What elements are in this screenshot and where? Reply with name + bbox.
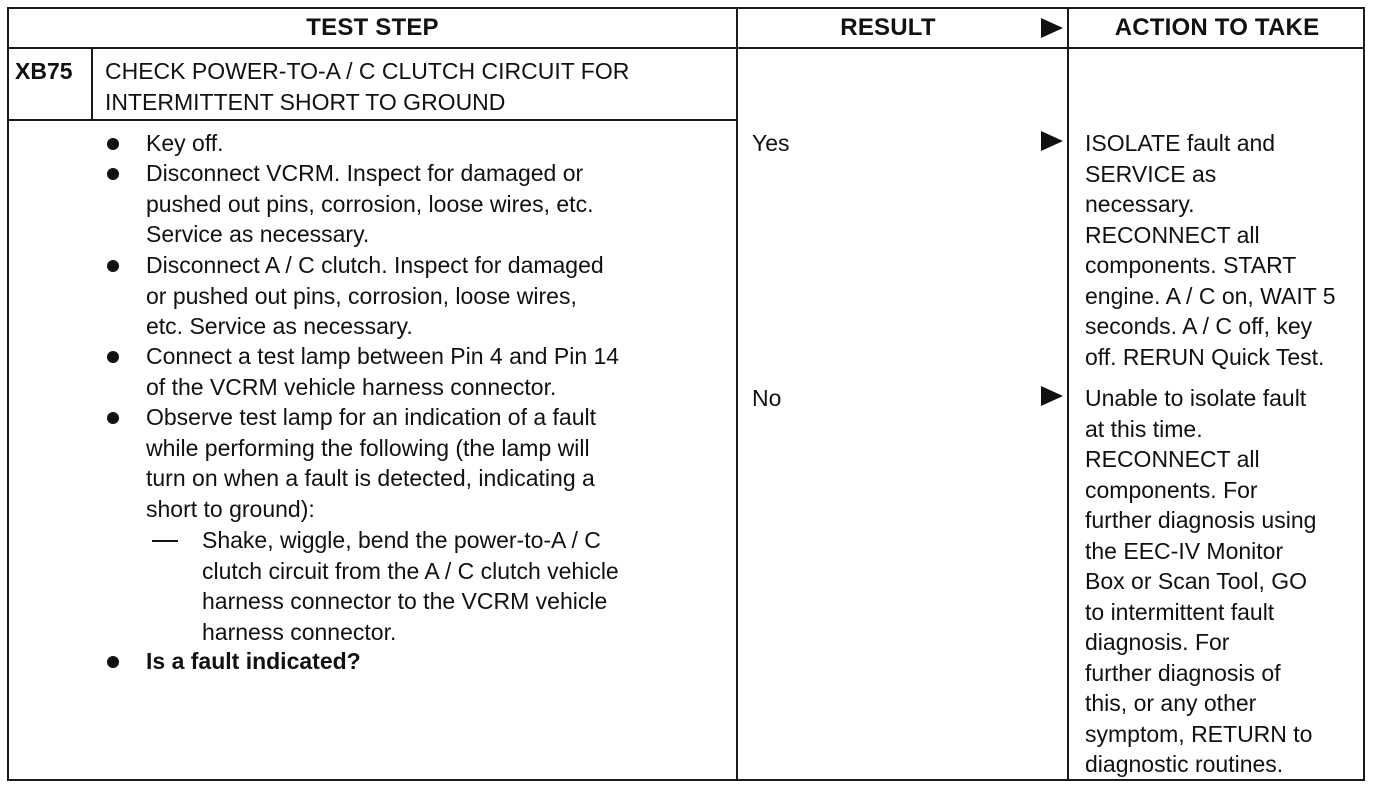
header-divider — [7, 47, 1365, 49]
procedure-sub-item — [202, 525, 619, 647]
procedure-line: turn on when a fault is detected, indicating a — [146, 465, 595, 491]
action-line: SERVICE as — [1085, 160, 1217, 187]
action-line: further diagnosis using — [1085, 507, 1317, 533]
procedure-line: short to ground): — [146, 495, 315, 522]
step-id: XB75 — [15, 58, 73, 84]
result-no-arrow-icon — [1041, 386, 1063, 406]
bullet-icon — [107, 168, 119, 180]
bullet-icon — [107, 351, 119, 363]
dash-icon — [152, 540, 178, 542]
action-line: RECONNECT all — [1085, 221, 1260, 248]
column-divider-result — [1067, 7, 1069, 781]
action-line: diagnosis. For — [1085, 629, 1230, 655]
procedure-line: of the VCRM vehicle harness connector. — [146, 373, 557, 400]
action-line: this, or any other — [1085, 690, 1257, 716]
action-line: further diagnosis of — [1085, 659, 1281, 686]
action-line: diagnostic routines. — [1085, 751, 1284, 777]
step-title — [105, 56, 629, 117]
result-no: No — [752, 385, 782, 411]
procedure-line: Key off. — [146, 130, 224, 156]
header-test-step: TEST STEP — [306, 14, 439, 41]
procedure-item — [146, 402, 596, 524]
header-action: ACTION TO TAKE — [1114, 14, 1320, 41]
procedure-line: while performing the following (the lamp will — [146, 434, 590, 461]
procedure-item — [146, 341, 619, 402]
action-line: the EEC-IV Monitor — [1085, 537, 1284, 564]
procedure-line: Disconnect VCRM. Inspect for damaged or — [146, 160, 584, 186]
action-line: to intermittent fault — [1085, 598, 1275, 625]
procedure-line: Service as necessary. — [146, 221, 370, 247]
result-yes: Yes — [752, 130, 790, 156]
action-line: Unable to isolate fault — [1085, 385, 1307, 411]
procedure-line: Connect a test lamp between Pin 4 and Pin 14 — [146, 343, 620, 369]
step-id-divider — [91, 47, 93, 121]
header-result: RESULT — [840, 14, 936, 41]
action-line: off. RERUN Quick Test. — [1085, 343, 1325, 370]
procedure-line: etc. Service as necessary. — [146, 313, 413, 339]
bullet-icon — [107, 656, 119, 668]
action-line: RECONNECT all — [1085, 446, 1260, 472]
procedure-sub-line: Shake, wiggle, bend the power-to-A / C — [202, 527, 601, 553]
header-arrow-icon — [1041, 18, 1063, 38]
column-divider-test-step — [736, 7, 738, 781]
procedure-sub-line: harness connector to the VCRM vehicle — [202, 588, 608, 614]
action-line: components. START — [1085, 252, 1297, 278]
step-title-line: CHECK POWER-TO-A / C CLUTCH CIRCUIT FOR — [105, 58, 630, 84]
action-line: Box or Scan Tool, GO — [1085, 568, 1308, 594]
bullet-icon — [107, 260, 119, 272]
action-line: components. For — [1085, 476, 1258, 503]
procedure-line: pushed out pins, corrosion, loose wires, etc. — [146, 190, 594, 217]
bullet-icon — [107, 412, 119, 424]
procedure-question: Is a fault indicated? — [146, 648, 361, 674]
action-line: engine. A / C on, WAIT 5 — [1085, 282, 1336, 309]
result-yes-arrow-icon — [1041, 131, 1063, 151]
action-line: ISOLATE fault and — [1085, 130, 1276, 156]
action-line: necessary. — [1085, 191, 1195, 217]
step-title-divider — [7, 119, 738, 121]
bullet-icon — [107, 138, 119, 150]
action-no — [1085, 383, 1316, 780]
procedure-sub-line: clutch circuit from the A / C clutch vehicle — [202, 557, 619, 584]
procedure-item — [146, 128, 224, 159]
procedure-sub-line: harness connector. — [202, 618, 397, 645]
procedure-item — [146, 250, 604, 342]
procedure-line: Disconnect A / C clutch. Inspect for damaged — [146, 252, 604, 278]
action-line: seconds. A / C off, key — [1085, 313, 1313, 339]
action-line: at this time. — [1085, 415, 1203, 442]
procedure-line: Observe test lamp for an indication of a fault — [146, 404, 597, 430]
action-yes — [1085, 128, 1336, 372]
procedure-line: or pushed out pins, corrosion, loose wires, — [146, 282, 577, 309]
procedure-item — [146, 158, 593, 250]
step-title-line: INTERMITTENT SHORT TO GROUND — [105, 88, 506, 115]
action-line: symptom, RETURN to — [1085, 720, 1313, 747]
